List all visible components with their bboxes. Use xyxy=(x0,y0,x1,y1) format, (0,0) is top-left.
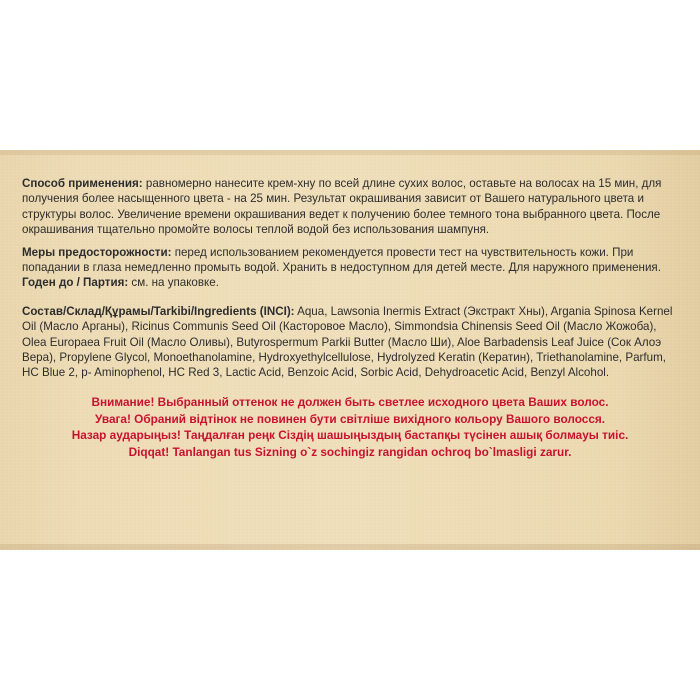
section-spacer xyxy=(22,238,678,245)
warning-line-ru xyxy=(22,394,678,411)
warning-lead-kk: Назар аударыңыз! xyxy=(71,428,181,443)
warning-text-uz: Tanlangan tus Sizning o`z sochingiz rangidan ochroq bo`lmasligi zarur. xyxy=(169,445,572,460)
usage-heading: Способ применения: xyxy=(22,177,143,190)
warning-line-uz xyxy=(22,444,678,461)
precautions-text: перед использованием рекомендуется провести тест на чувствительность кожи. При попадании в глаза немедленно промыть водой. Хранить в недоступном для детей месте. Для наружного применения. xyxy=(22,245,661,275)
warning-lead-ru: Внимание! xyxy=(91,394,155,409)
expiry-text: см. на упаковке. xyxy=(128,276,219,290)
warning-text-uk: Обраний відтінок не повинен бути світліше вихідного кольору Вашого волосся. xyxy=(130,411,606,426)
usage-section xyxy=(22,176,678,238)
warning-line-uk xyxy=(22,411,678,428)
precautions-section xyxy=(22,245,678,291)
warning-text-ru: Выбранный оттенок не должен быть светлее исходного цвета Ваших волос. xyxy=(154,394,609,409)
section-spacer xyxy=(22,291,678,304)
usage-text: равномерно нанесите крем-хну по всей длине сухих волос, оставьте на волосах на 15 мин, для получения более насыщенного цвета - на 25 мин. Результат окрашивания зависит от Вашего натурального цвета и структуры волос. Увеличение времени окрашивания ведет к получению более темного тона выбранного цвета. После окрашивания тщательно промойте волосы теплой водой без использования шампуня. xyxy=(22,177,662,237)
warnings-section xyxy=(22,394,678,461)
ingredients-text: Aqua, Lawsonia Inermis Extract (Экстракт Хны), Argania Spinosa Kernel Oil (Масло Арганы), Ricinus Communis Seed Oil (Касторовое Масло), Simmondsia Chinensis Seed Oil (Масло Жожоба), Olea Europaea Fruit Oil (Масло Оливы), Butyrospermum Parkii Butter (Масло Ши), Aloe Barbadensis Leaf Juice (Сок Алоэ Вера), Propylene Glycol, Monoethanolamine, Hydroxyethylcellulose, Hydrolyzed Keratin (Кератин), Triethanolamine, Parfum, HC Blue 2, p- Aminophenol, HC Red 3, Lactic Acid, Benzoic Acid, Sorbic Acid, Dehydroacetic Acid, Benzyl Alcohol. xyxy=(22,304,673,380)
ingredients-section xyxy=(22,304,678,381)
precautions-heading: Меры предосторожности: xyxy=(22,245,172,259)
warning-lead-uk: Увага! xyxy=(94,411,131,426)
expiry-heading: Годен до / Партия: xyxy=(22,276,129,290)
warning-text-kk: Таңдалған реңк Сіздің шашыңыздың бастапқы түсінен ашық болмауы тиіс. xyxy=(180,428,629,443)
label-panel xyxy=(0,150,700,550)
warning-line-kk xyxy=(22,427,678,444)
ingredients-heading: Состав/Склад/Құрамы/Tarkibi/Ingredients (INCI): xyxy=(22,304,295,318)
warning-lead-uz: Diqqat! xyxy=(128,445,170,460)
